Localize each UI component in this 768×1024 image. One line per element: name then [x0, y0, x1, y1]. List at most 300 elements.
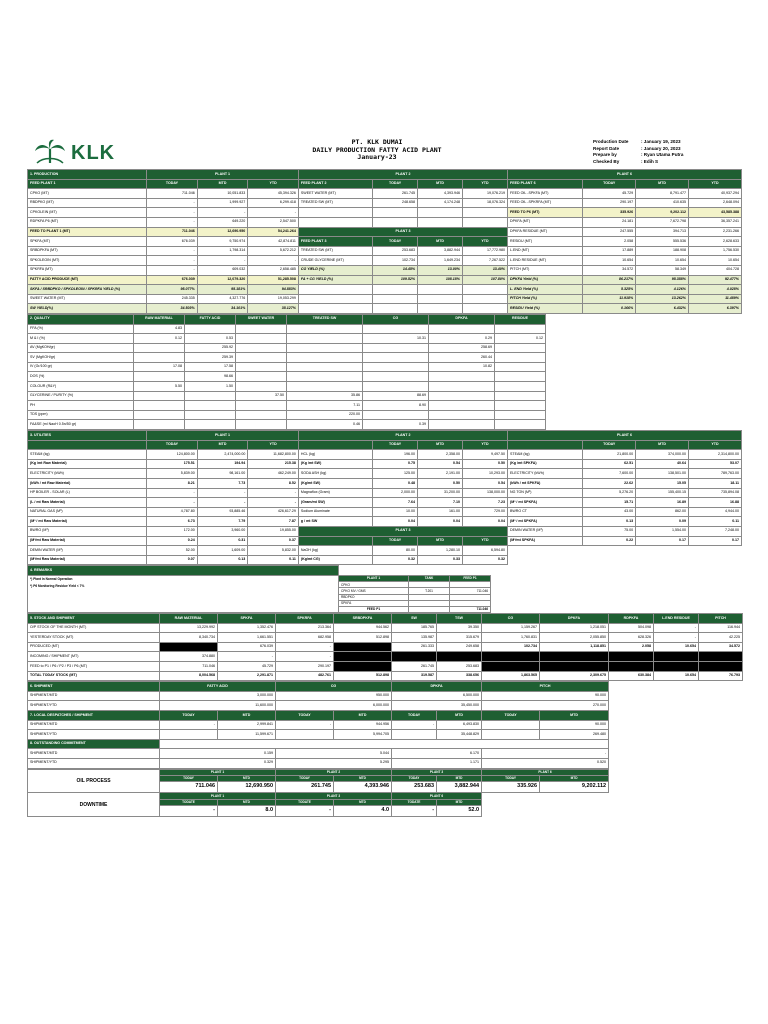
section-title: 5. STOCK AND SHIPMENT	[28, 614, 160, 624]
table-row	[28, 372, 743, 382]
value-cell: 94.883%	[248, 285, 299, 295]
empty-cell	[609, 781, 743, 793]
row-label: CG YIELD (%)	[298, 265, 372, 275]
value-cell: 17,772.980	[463, 246, 508, 256]
value-cell: 0.12	[134, 334, 185, 344]
row-label	[298, 285, 372, 295]
column-header: MTD	[636, 179, 689, 189]
plant-header: PLANT 6	[508, 170, 742, 180]
value-cell: -	[654, 623, 699, 633]
value-cell: 5,839.00	[147, 469, 198, 479]
value-cell: 258.69	[429, 343, 495, 353]
plant-header: PLANT 2	[298, 170, 507, 180]
value-cell	[495, 401, 546, 411]
value-cell: -	[218, 652, 276, 662]
value-cell: 9,750.974	[197, 237, 248, 247]
downtime-value: 8.0	[218, 805, 276, 817]
row-label: FA&SE (ml NaoH 0.5n/50 gr)	[28, 420, 134, 430]
value-cell: 6,594.80	[463, 546, 508, 556]
value-cell: 138,000.00	[463, 488, 508, 498]
value-cell: -	[654, 633, 699, 643]
value-cell: 188.908	[636, 246, 689, 256]
row-label: O/P STOCK OF THE MONTH (MT)	[28, 623, 160, 633]
value-cell	[418, 294, 463, 304]
value-cell: 676.039	[218, 642, 276, 652]
value-cell: 944.562	[334, 623, 392, 633]
mini-value: 711.046	[450, 588, 491, 594]
value-cell: 13.40%	[463, 265, 508, 275]
table-row	[28, 526, 742, 536]
value-cell	[236, 362, 287, 372]
mini-header: PLANT 1	[339, 575, 409, 581]
row-label: TOTAL TODAY STOCK (MT)	[28, 671, 160, 681]
row-label: CPKO (MT)	[28, 189, 147, 199]
value-cell: 45.729	[218, 662, 276, 672]
value-cell: 270.000	[482, 701, 609, 711]
row-label: FEED OIL -SPKFA (MT)	[508, 189, 583, 199]
plant-header: PLANT 1	[160, 793, 276, 799]
value-cell: 0.46	[287, 420, 363, 430]
column-header: MTD	[334, 775, 392, 781]
table-row	[28, 198, 742, 208]
empty-cell	[28, 440, 147, 450]
column-header: SPKFA	[218, 614, 276, 624]
value-cell: 1,756.530	[688, 246, 741, 256]
value-cell: 18,076.324	[463, 198, 508, 208]
value-cell: -	[276, 642, 334, 652]
empty-cell	[546, 343, 743, 353]
value-cell: -	[248, 208, 299, 218]
value-cell: 404.728	[688, 265, 741, 275]
value-cell: 40,937.294	[688, 189, 741, 199]
row-label: FA + CG YIELD (%)	[298, 275, 372, 285]
mini-label: SPKFA	[339, 600, 409, 606]
value-cell: 7.79	[197, 517, 248, 527]
row-label: PITCH Yield (%)	[508, 294, 583, 304]
value-cell	[373, 285, 418, 295]
table-row	[28, 170, 742, 180]
value-cell: 0.33	[418, 555, 463, 565]
table-row	[28, 275, 742, 285]
value-cell: 3,000.000	[160, 691, 276, 701]
value-cell	[495, 353, 546, 363]
value-cell	[236, 334, 287, 344]
table-row	[28, 671, 743, 681]
plant-header: PLANT 6	[392, 793, 482, 799]
value-cell: 1,280.10	[418, 546, 463, 556]
value-cell: 261.333	[392, 642, 437, 652]
empty-cell	[609, 730, 743, 740]
value-cell: 8.52	[248, 479, 299, 489]
empty-cell	[546, 334, 743, 344]
logo-text: KLK	[71, 142, 116, 164]
section-title: 2. QUALITY	[28, 314, 134, 324]
value-cell: 426,617.29	[248, 507, 299, 517]
value-cell	[236, 343, 287, 353]
value-cell: 0.75	[373, 459, 418, 469]
mini-value: 711.046	[450, 606, 491, 612]
value-cell	[134, 401, 185, 411]
row-label: ELECTRICITY (kWh)	[28, 469, 147, 479]
value-cell: 15.05	[636, 479, 689, 489]
value-cell: 1,999.927	[197, 198, 248, 208]
row-label: COLOUR (R&Y)	[28, 382, 134, 392]
column-header: TODAY	[583, 179, 636, 189]
meta-value: : January 20, 2023	[641, 145, 681, 151]
value-cell: 2,231.266	[688, 227, 741, 237]
row-label: SHIPMENT/YTD	[28, 758, 160, 768]
value-cell: 335.926	[583, 208, 636, 218]
column-header: TODAY	[392, 775, 437, 781]
value-cell: 6,000.000	[276, 701, 392, 711]
value-cell: 0.50	[418, 479, 463, 489]
column-header: MTD	[218, 775, 276, 781]
report-month: January-23	[357, 153, 397, 161]
mini-header: TANK	[409, 575, 450, 581]
value-cell: 7.11	[287, 401, 363, 411]
value-cell: -	[147, 498, 198, 508]
column-header: TODATE	[392, 799, 437, 805]
empty-cell	[546, 372, 743, 382]
value-cell: 0.166%	[583, 304, 636, 314]
row-label: (Kg/mt CG)	[298, 555, 372, 565]
oil-value: 261.745	[276, 781, 334, 793]
value-cell	[429, 391, 495, 401]
value-cell: 0.04	[463, 517, 508, 527]
row-label	[298, 304, 372, 314]
value-cell	[134, 420, 185, 430]
column-header: SPKRFA	[276, 614, 334, 624]
value-cell: 18.11	[688, 479, 741, 489]
remark-line: *) Plant In Normal Operation	[30, 576, 73, 581]
value-cell: 3,960.00	[197, 526, 248, 536]
value-cell	[236, 324, 287, 334]
value-cell	[185, 324, 236, 334]
value-cell: -	[147, 488, 198, 498]
value-cell	[429, 401, 495, 411]
table-row	[28, 459, 742, 469]
column-header: FATTY ACID	[160, 682, 276, 692]
value-cell: 4,787.80	[147, 507, 198, 517]
value-cell: 2,309.675	[540, 671, 609, 681]
value-cell: 8.21	[147, 479, 198, 489]
value-cell	[540, 662, 609, 672]
row-label: TREATED SW (MT)	[298, 246, 372, 256]
value-cell	[287, 362, 363, 372]
value-cell: 6,493.830	[437, 720, 482, 730]
value-cell	[236, 410, 287, 420]
value-cell	[287, 382, 363, 392]
report-name: DAILY PRODUCTION FATTY ACID PLANT	[312, 145, 442, 154]
value-cell: 196.00	[373, 450, 418, 460]
value-cell: 0.04	[418, 517, 463, 527]
value-cell: 259.39	[185, 353, 236, 363]
row-label: (Gram/mt SW)	[298, 498, 372, 508]
value-cell: 11.918%	[583, 294, 636, 304]
column-header: YTD	[463, 440, 508, 450]
value-cell: 93,885.46	[197, 507, 248, 517]
meta-value: : January 19, 2023	[641, 139, 681, 144]
value-cell: 0.39	[363, 420, 429, 430]
value-cell: 42,874.811	[248, 237, 299, 247]
row-label: TDS (ppm)	[28, 410, 134, 420]
row-label: SRBDPKFA (MT)	[28, 246, 147, 256]
mini-header: FEED P1	[450, 575, 491, 581]
value-cell: -	[392, 720, 437, 730]
row-label: PRODUCED (MT)	[28, 642, 160, 652]
report-header	[27, 137, 742, 169]
value-cell: 4.83	[134, 324, 185, 334]
empty-cell	[609, 711, 743, 721]
value-cell: 789,763.00	[688, 469, 741, 479]
value-cell: 5.295	[276, 758, 392, 768]
table-row	[28, 758, 743, 768]
row-label: HP BOILER - SOLAR (L)	[28, 488, 147, 498]
value-cell: 95.181%	[197, 285, 248, 295]
value-cell: 944.956	[334, 720, 392, 730]
value-cell: 3,882.944	[418, 246, 463, 256]
row-label: SV (MgKOH/gr)	[28, 353, 134, 363]
section-title: 7. LOCAL DESPATCHES / SHIPMENT	[28, 711, 160, 721]
value-cell: 862.00	[636, 507, 689, 517]
value-cell: 0.31	[197, 536, 248, 546]
value-cell: 2,658.485	[248, 265, 299, 275]
value-cell: 43.00	[583, 507, 636, 517]
column-header: TODAY	[276, 711, 334, 721]
value-cell: 1,760.831	[482, 633, 540, 643]
value-cell: -	[147, 265, 198, 275]
value-cell: 10.82	[429, 362, 495, 372]
column-header: DPKFA	[392, 682, 482, 692]
row-label: BWRO (M³)	[28, 526, 147, 536]
value-cell: 0.329	[160, 758, 276, 768]
value-cell: 10,051.833	[197, 189, 248, 199]
value-cell	[134, 372, 185, 382]
column-header: TODAY	[147, 440, 198, 450]
plant-header: PLANT 3	[276, 793, 392, 799]
value-cell: 17.58	[185, 362, 236, 372]
column-header: YTD	[463, 179, 508, 189]
oil-value: 9,202.112	[540, 781, 609, 793]
value-cell: 17.889	[583, 246, 636, 256]
value-cell: 45,394.326	[248, 189, 299, 199]
column-header: TREATED SW	[287, 314, 363, 324]
value-cell: 42.225	[699, 633, 743, 643]
oil-process-label: OIL PROCESS	[28, 769, 160, 793]
empty-cell	[688, 546, 741, 556]
row-label: L.END (MT)	[508, 246, 583, 256]
column-header: SWEET WATER	[236, 314, 287, 324]
value-cell: 16.89	[636, 498, 689, 508]
value-cell	[334, 662, 392, 672]
value-cell	[495, 362, 546, 372]
value-cell	[699, 662, 743, 672]
value-cell: 220.00	[287, 410, 363, 420]
oil-value: 335.926	[482, 781, 540, 793]
empty-cell	[609, 691, 743, 701]
empty-cell	[583, 546, 636, 556]
value-cell	[540, 652, 609, 662]
value-cell: -	[160, 720, 218, 730]
empty-cell	[546, 353, 743, 363]
value-cell	[609, 662, 654, 672]
value-cell: 374.880	[160, 652, 218, 662]
value-cell: 6,500.000	[392, 691, 482, 701]
row-label: FEED to P1 / P6 / P2 / P3 / P6 (MT)	[28, 662, 160, 672]
column-header: MTD	[418, 237, 463, 247]
meta-row	[593, 159, 743, 166]
row-label: RESIDU (MT)	[508, 237, 583, 247]
value-cell	[276, 730, 334, 740]
column-header: FATTY ACID	[185, 314, 236, 324]
value-cell	[495, 372, 546, 382]
row-label: SKFA / SRBDPKO / SPKOLEOIN / SPKRFA YIELD (%)	[28, 285, 147, 295]
value-cell	[185, 410, 236, 420]
value-cell: 2,547.500	[248, 217, 299, 227]
value-cell: 124,800.00	[147, 450, 198, 460]
row-label: SHIPMENT/YTD	[28, 730, 160, 740]
value-cell: 2,055.850	[540, 633, 609, 643]
table-row	[28, 662, 743, 672]
value-cell	[495, 391, 546, 401]
value-cell: 138,501.00	[636, 469, 689, 479]
value-cell	[699, 652, 743, 662]
value-cell: 7,672.798	[636, 217, 689, 227]
value-cell: 4,174.248	[418, 198, 463, 208]
row-label: SHIPMENT/MTD	[28, 691, 160, 701]
value-cell: 12,690.950	[197, 227, 248, 237]
value-cell	[463, 294, 508, 304]
value-cell: 1,554.00	[636, 526, 689, 536]
value-cell: 1,649.234	[418, 256, 463, 266]
column-header: RESIDUE	[495, 314, 546, 324]
value-cell: 1,798.314	[197, 246, 248, 256]
table-row	[28, 189, 742, 199]
column-header: MTD	[334, 799, 392, 805]
value-cell: 249.658	[437, 642, 482, 652]
value-cell: -	[197, 208, 248, 218]
value-cell	[429, 420, 495, 430]
value-cell: 2,291.871	[218, 671, 276, 681]
column-header: TODATE	[276, 799, 334, 805]
value-cell	[185, 391, 236, 401]
column-header: SRBDPKFA	[334, 614, 392, 624]
value-cell: 1,863.565	[482, 671, 540, 681]
value-cell: 1,118.851	[540, 642, 609, 652]
empty-cell	[546, 420, 743, 430]
value-cell: 172.00	[147, 526, 198, 536]
value-cell	[463, 304, 508, 314]
value-cell: 213.364	[276, 623, 334, 633]
empty-cell	[609, 739, 743, 749]
row-label: (kWh / mt SPKFA)	[508, 479, 583, 489]
value-cell: 649.220	[197, 217, 248, 227]
row-label: BWRO CT	[508, 507, 583, 517]
value-cell	[482, 730, 540, 740]
table-row	[28, 566, 743, 576]
value-cell	[392, 730, 437, 740]
column-header: MTD	[218, 711, 276, 721]
value-cell: 10.654	[654, 642, 699, 652]
value-cell: 269.480	[540, 730, 609, 740]
value-cell: 7.23	[463, 498, 508, 508]
value-cell: 34.101%	[197, 304, 248, 314]
downtime-value: 52.0	[437, 805, 482, 817]
value-cell: 10.31	[363, 334, 429, 344]
value-cell: 255.92	[185, 343, 236, 353]
value-cell: 260.44	[429, 353, 495, 363]
row-label: SWEET WATER (MT)	[298, 189, 372, 199]
empty-cell	[508, 440, 583, 450]
value-cell: 7.73	[197, 479, 248, 489]
empty-cell	[546, 382, 743, 392]
column-header: MTD	[437, 799, 482, 805]
row-label: INCOMING / SHIPMENT (MT)	[28, 652, 160, 662]
downtime-value: -	[276, 805, 334, 817]
plant-header: PLANT 3	[298, 526, 507, 536]
value-cell: 40.64	[636, 459, 689, 469]
table-row	[28, 730, 743, 740]
value-cell: 215.38	[248, 459, 299, 469]
value-cell: 0.159	[160, 749, 276, 759]
table-row	[28, 691, 743, 701]
value-cell	[373, 294, 418, 304]
row-label: FEED OIL -SPKRFA (MT)	[508, 198, 583, 208]
value-cell: 19,053.299	[248, 294, 299, 304]
empty-cell	[491, 606, 743, 612]
value-cell	[363, 343, 429, 353]
value-cell	[287, 343, 363, 353]
column-header: CG	[363, 314, 429, 324]
value-cell: 290.197	[583, 198, 636, 208]
row-label: RBDPKO (MT)	[28, 198, 147, 208]
value-cell: -	[248, 256, 299, 266]
value-cell: 7.87	[248, 517, 299, 527]
empty-cell	[609, 701, 743, 711]
empty-cell	[339, 566, 743, 576]
value-cell: 0.11	[248, 555, 299, 565]
value-cell: 11,682,800.00	[248, 450, 299, 460]
table-row	[28, 652, 743, 662]
table-row	[28, 227, 742, 237]
value-cell: 1.171	[392, 758, 482, 768]
value-cell	[373, 208, 418, 218]
value-cell: 2,314,800.00	[688, 450, 741, 460]
table-row	[28, 391, 743, 401]
value-cell: 0.48	[373, 479, 418, 489]
row-label: CPKOLEIN (MT)	[28, 208, 147, 218]
value-cell: 53.07	[688, 459, 741, 469]
mini-label: RBDPKO	[339, 594, 409, 600]
mini-value: T.201	[409, 588, 450, 594]
empty-cell	[609, 720, 743, 730]
meta-value: : Ryan Utama Putra	[641, 152, 684, 157]
empty-cell	[546, 410, 743, 420]
row-label: (M³/mt Raw Material)	[28, 555, 147, 565]
row-label: (Kg/mt SW)	[298, 479, 372, 489]
column-header: PITCH	[482, 682, 609, 692]
row-label: NG TON (M³)	[508, 488, 583, 498]
value-cell: 338.656	[437, 671, 482, 681]
value-cell: 482.761	[276, 671, 334, 681]
column-header: MTD	[418, 440, 463, 450]
column-header: MTD	[437, 775, 482, 781]
column-header: YTD	[248, 179, 299, 189]
value-cell: -	[147, 217, 198, 227]
value-cell: 6.432%	[636, 304, 689, 314]
value-cell	[373, 304, 418, 314]
value-cell: 462,249.00	[248, 469, 299, 479]
